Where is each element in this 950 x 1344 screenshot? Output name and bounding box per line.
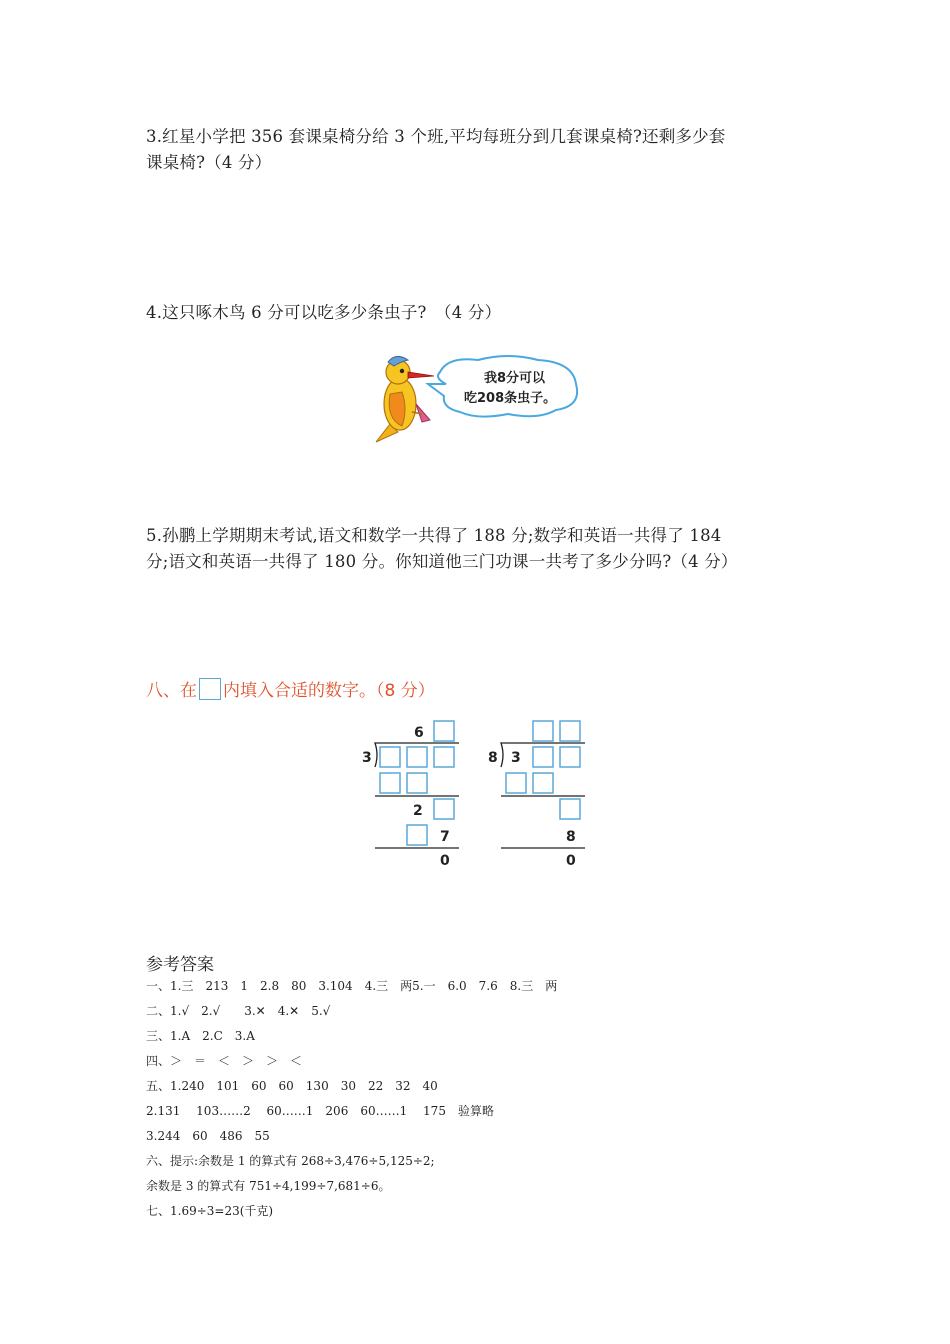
section-8-prefix: 八、在 bbox=[146, 681, 197, 701]
blank-box bbox=[560, 747, 580, 767]
section-8-suffix: 内填入合适的数字。（8 分） bbox=[223, 681, 435, 701]
blank-box-icon bbox=[199, 678, 221, 700]
division-2-dividend-digit: 3 bbox=[511, 750, 521, 766]
blank-box bbox=[407, 773, 427, 793]
answer-line: 六、提示:余数是 1 的算式有 268÷3,476÷5,125÷2; bbox=[146, 1154, 435, 1168]
question-5-line-2: 分;语文和英语一共得了 180 分。你知道他三门功课一共考了多少分吗?（4 分） bbox=[146, 552, 738, 571]
question-4-text: 4.这只啄木鸟 6 分可以吃多少条虫子? （4 分） bbox=[146, 303, 502, 322]
answer-line: 三、1.A 2.C 3.A bbox=[146, 1029, 255, 1043]
blank-box bbox=[380, 747, 400, 767]
answer-line: 3.244 60 486 55 bbox=[146, 1129, 270, 1143]
blank-box bbox=[434, 721, 454, 741]
division-1-quotient-digit: 6 bbox=[414, 725, 424, 741]
speech-bubble bbox=[428, 356, 577, 417]
answer-line: 七、1.69÷3=23(千克) bbox=[146, 1204, 274, 1218]
blank-box bbox=[560, 799, 580, 819]
division-1-remainder: 0 bbox=[440, 853, 450, 869]
division-1-low-digit: 7 bbox=[440, 829, 450, 845]
question-3 bbox=[146, 124, 806, 176]
answer-line: 五、1.240 101 60 60 130 30 22 32 40 bbox=[146, 1079, 438, 1093]
answers-title: 参考答案 bbox=[146, 955, 214, 975]
division-1-divisor: 3 bbox=[362, 750, 372, 766]
blank-box bbox=[533, 773, 553, 793]
blank-box bbox=[434, 799, 454, 819]
answer-line: 余数是 3 的算式有 751÷4,199÷7,681÷6。 bbox=[146, 1179, 391, 1193]
woodpecker-illustration bbox=[368, 354, 583, 444]
answer-line: 2.131 103……2 60……1 206 60……1 175 验算略 bbox=[146, 1104, 494, 1118]
blank-box bbox=[407, 825, 427, 845]
question-4 bbox=[146, 300, 806, 326]
question-3-line-2: 课桌椅?（4 分） bbox=[146, 153, 272, 172]
question-5-line-1: 5.孙鹏上学期期末考试,语文和数学一共得了 188 分;数学和英语一共得了 184 bbox=[146, 526, 722, 545]
division-2-divisor: 8 bbox=[488, 750, 498, 766]
blank-box bbox=[380, 773, 400, 793]
blank-box bbox=[506, 773, 526, 793]
blank-box bbox=[407, 747, 427, 767]
speech-bubble-line-2: 吃208条虫子。 bbox=[464, 391, 557, 406]
division-2-low-digit: 8 bbox=[566, 829, 576, 845]
long-division-puzzles bbox=[355, 715, 600, 875]
blank-box bbox=[533, 721, 553, 741]
section-8-heading bbox=[146, 676, 435, 701]
speech-bubble-line-1: 我8分可以 bbox=[484, 371, 546, 386]
question-3-line-1: 3.红星小学把 356 套课桌椅分给 3 个班,平均每班分到几套课桌椅?还剩多少套 bbox=[146, 127, 726, 146]
question-5 bbox=[146, 523, 806, 575]
blank-box bbox=[560, 721, 580, 741]
blank-box bbox=[533, 747, 553, 767]
answer-line: 四、＞ ＝ ＜ ＞ ＞ ＜ bbox=[146, 1054, 303, 1068]
answer-line: 一、1.三 213 1 2.8 80 3.104 4.三 两5.一 6.0 7.6 8.三 两 bbox=[146, 979, 558, 993]
division-2-remainder: 0 bbox=[566, 853, 576, 869]
answer-line: 二、1.√ 2.√ 3.✕ 4.✕ 5.√ bbox=[146, 1004, 331, 1018]
blank-box bbox=[434, 747, 454, 767]
division-1-mid-digit: 2 bbox=[413, 803, 423, 819]
